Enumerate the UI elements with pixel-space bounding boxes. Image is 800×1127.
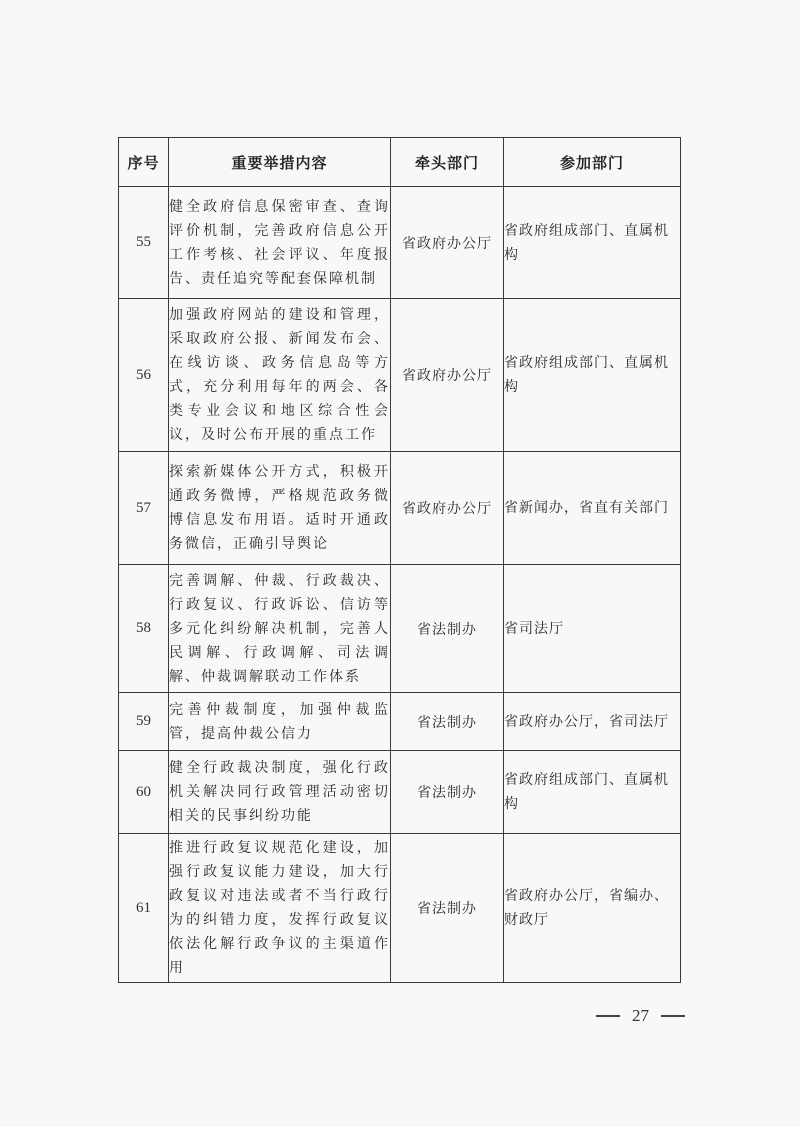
header-index: 序号	[119, 138, 169, 187]
row-participating-departments: 省政府办公厅，省编办、财政厅	[504, 834, 681, 983]
row-index: 57	[119, 452, 169, 565]
table-row	[119, 452, 681, 565]
row-content: 推进行政复议规范化建设，加强行政复议能力建设，加大行政复议对违法或者不当行政行为的纠错力度，发挥行政复议依法化解行政争议的主渠道作用	[169, 834, 391, 983]
row-lead-department: 省政府办公厅	[391, 452, 504, 565]
row-participating-departments: 省新闻办，省直有关部门	[504, 452, 681, 565]
row-participating-departments: 省政府办公厅，省司法厅	[504, 693, 681, 751]
table-header-row	[119, 138, 681, 187]
table-row	[119, 834, 681, 983]
table-row	[119, 299, 681, 452]
row-content: 加强政府网站的建设和管理，采取政府公报、新闻发布会、在线访谈、政务信息岛等方式，充分利用每年的两会、各类专业会议和地区综合性会议，及时公布开展的重点工作	[169, 299, 391, 452]
row-index: 58	[119, 565, 169, 693]
row-lead-department: 省法制办	[391, 834, 504, 983]
row-lead-department: 省法制办	[391, 693, 504, 751]
row-lead-department: 省政府办公厅	[391, 299, 504, 452]
table-row	[119, 693, 681, 751]
row-content: 探索新媒体公开方式，积极开通政务微博，严格规范政务微博信息发布用语。适时开通政务微信，正确引导舆论	[169, 452, 391, 565]
header-content: 重要举措内容	[169, 138, 391, 187]
row-participating-departments: 省司法厅	[504, 565, 681, 693]
page-number-value: 27	[632, 1006, 649, 1025]
row-content: 健全行政裁决制度，强化行政机关解决同行政管理活动密切相关的民事纠纷功能	[169, 751, 391, 834]
header-participating-departments: 参加部门	[504, 138, 681, 187]
row-content: 完善仲裁制度，加强仲裁监管，提高仲裁公信力	[169, 693, 391, 751]
table-row	[119, 751, 681, 834]
row-participating-departments: 省政府组成部门、直属机构	[504, 751, 681, 834]
row-index: 55	[119, 187, 169, 299]
measures-table	[118, 137, 681, 983]
table-row	[119, 565, 681, 693]
row-lead-department: 省法制办	[391, 565, 504, 693]
row-content: 健全政府信息保密审查、查询评价机制，完善政府信息公开工作考核、社会评议、年度报告、责任追究等配套保障机制	[169, 187, 391, 299]
row-index: 56	[119, 299, 169, 452]
row-index: 59	[119, 693, 169, 751]
row-content: 完善调解、仲裁、行政裁决、行政复议、行政诉讼、信访等多元化纠纷解决机制，完善人民调解、行政调解、司法调解、仲裁调解联动工作体系	[169, 565, 391, 693]
row-participating-departments: 省政府组成部门、直属机构	[504, 299, 681, 452]
row-participating-departments: 省政府组成部门、直属机构	[504, 187, 681, 299]
row-index: 61	[119, 834, 169, 983]
row-lead-department: 省政府办公厅	[391, 187, 504, 299]
header-lead-department: 牵头部门	[391, 138, 504, 187]
row-lead-department: 省法制办	[391, 751, 504, 834]
page-number-dash-left	[596, 1015, 620, 1016]
page-number-dash-right	[661, 1015, 685, 1016]
row-index: 60	[119, 751, 169, 834]
table-row	[119, 187, 681, 299]
page-number	[596, 1006, 685, 1026]
